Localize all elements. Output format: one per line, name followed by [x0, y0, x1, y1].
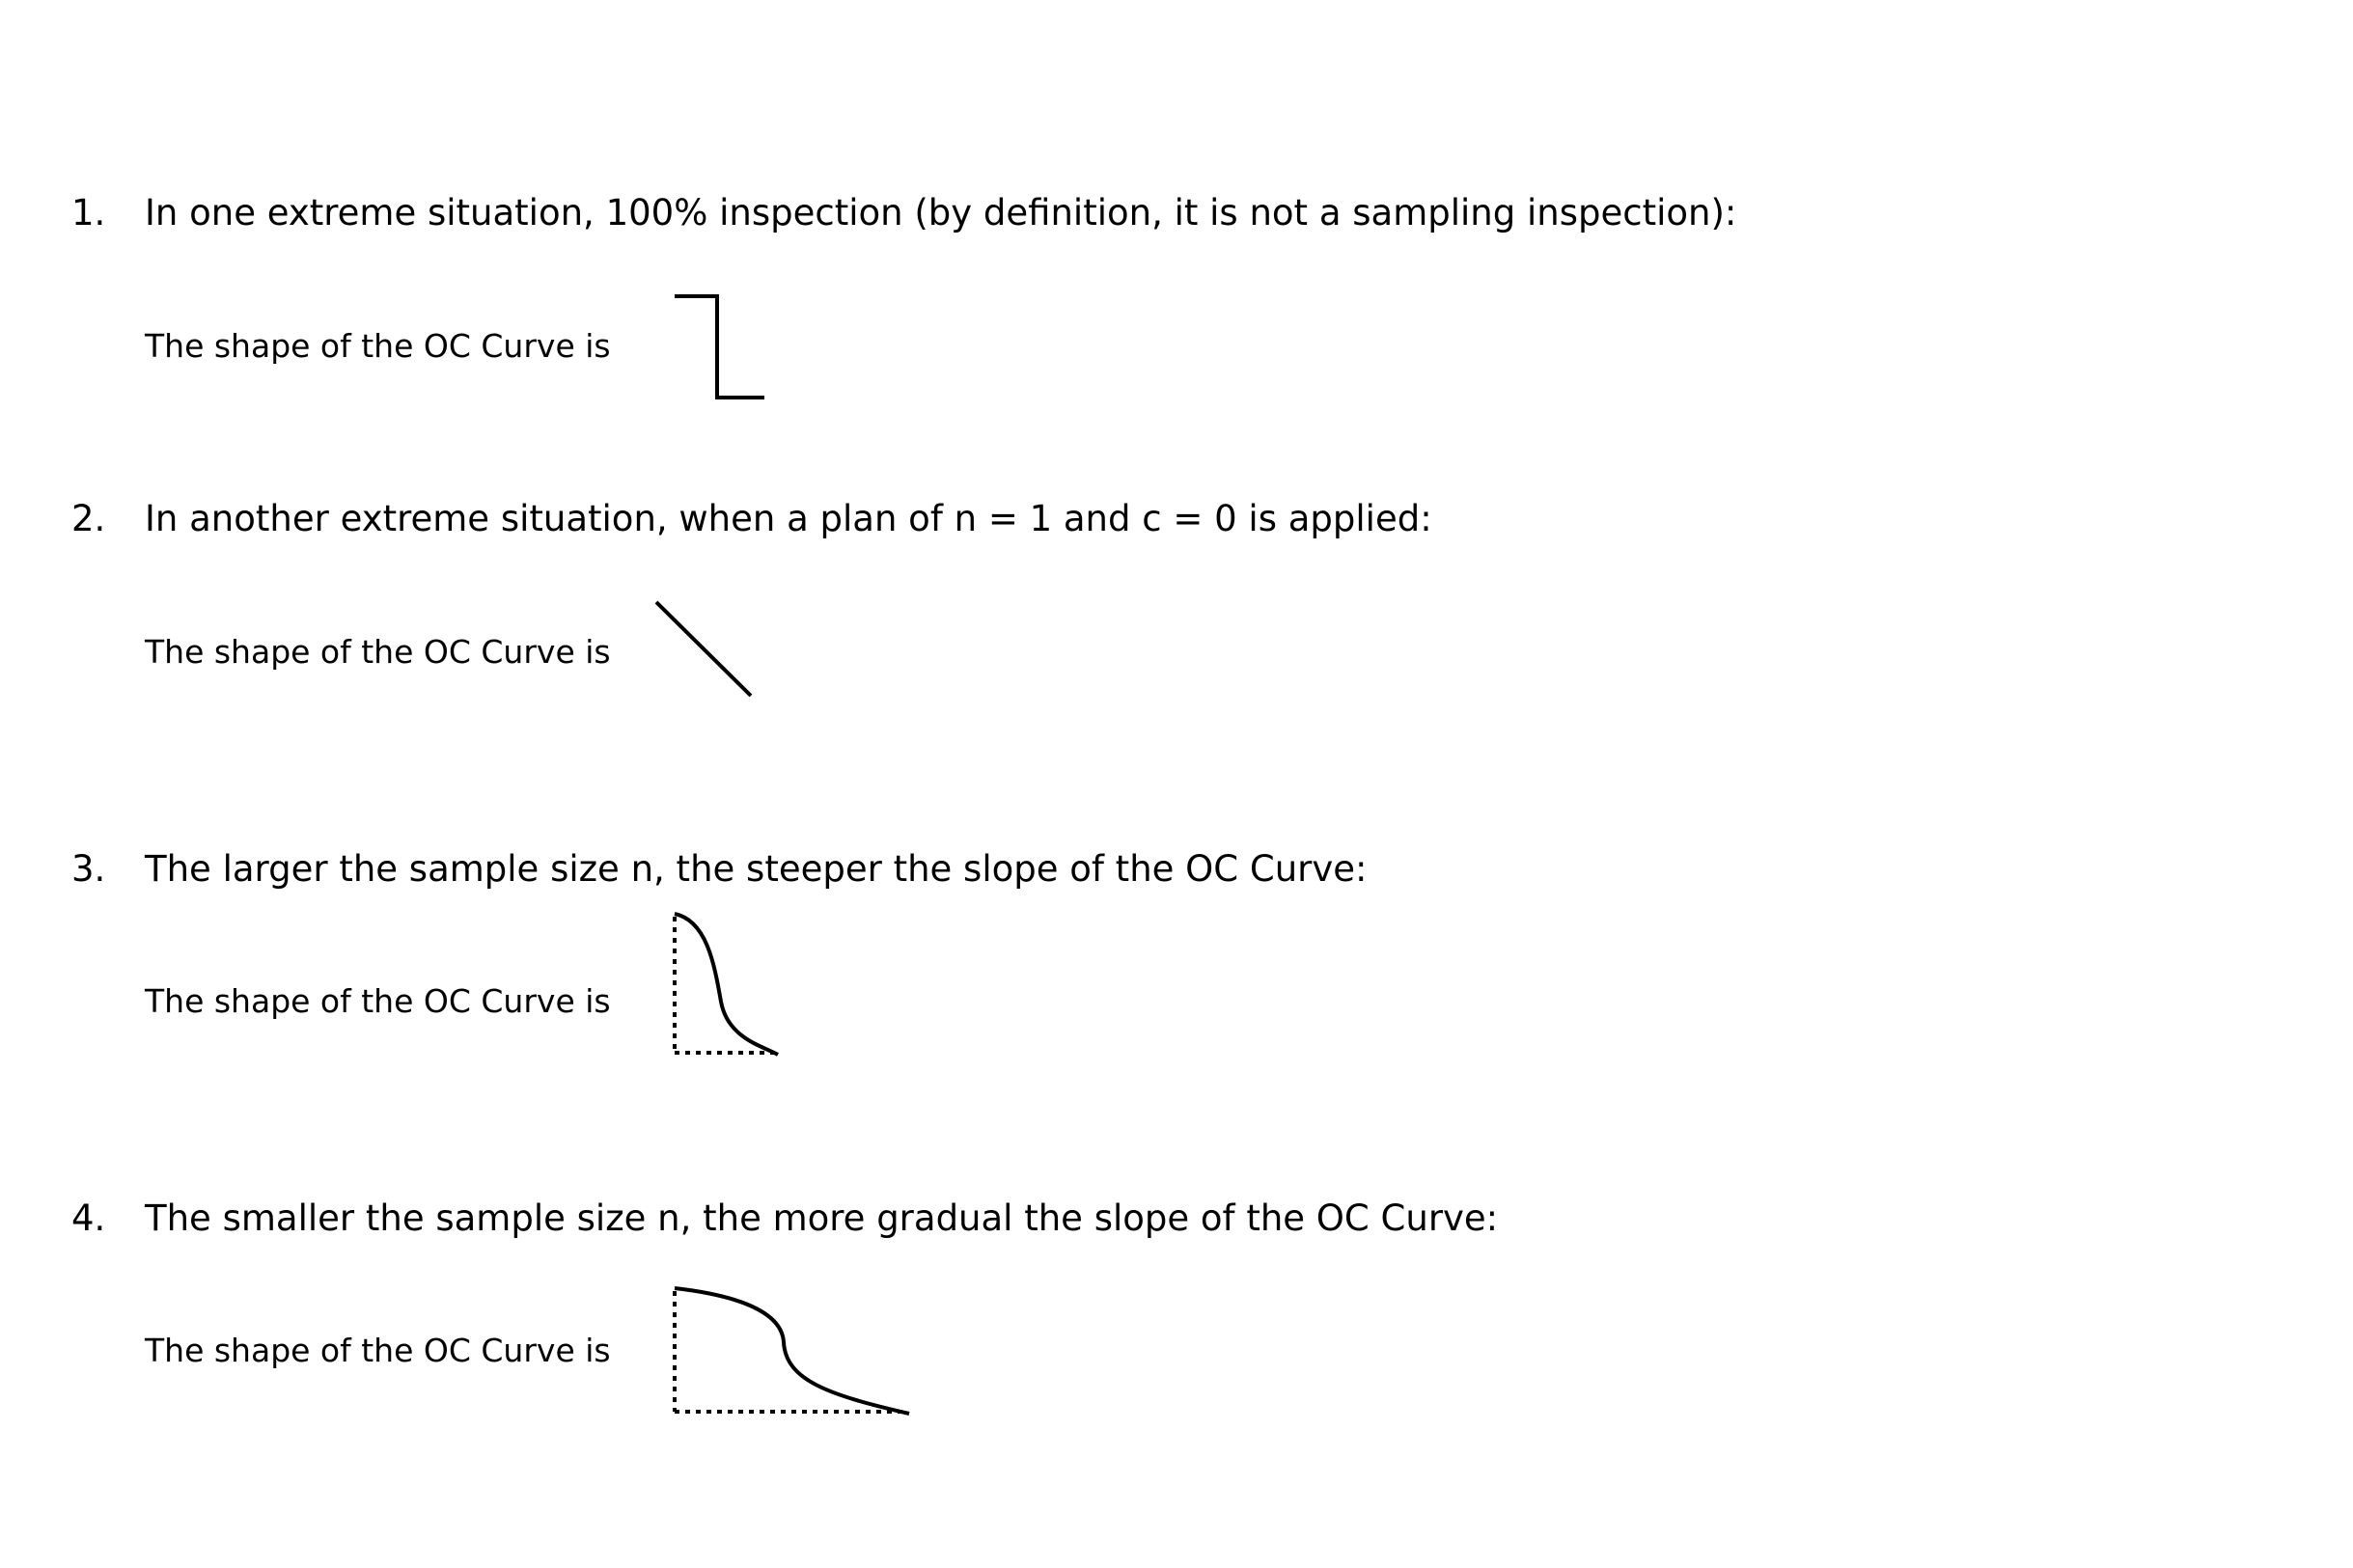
item-2-shape-label: The shape of the OC Curve is: [145, 633, 611, 671]
item-4-shape-label: The shape of the OC Curve is: [145, 1332, 611, 1369]
steep-s-curve-icon: [666, 905, 791, 1059]
item-2-heading: In another extreme situation, when a plan of n = 1 and c = 0 is applied:: [145, 498, 1432, 539]
item-1-number: 1.: [71, 192, 106, 234]
item-4-number: 4.: [71, 1197, 106, 1239]
item-4-heading: The smaller the sample size n, the more gradual the slope of the OC Curve:: [145, 1197, 1499, 1239]
item-1-heading: In one extreme situation, 100% inspection (by definition, it is not a sampling inspection):: [145, 192, 1737, 234]
gradual-s-curve-icon: [666, 1279, 917, 1419]
item-3-number: 3.: [71, 848, 106, 890]
item-1-shape-label: The shape of the OC Curve is: [145, 327, 611, 365]
item-3-heading: The larger the sample size n, the steeper the slope of the OC Curve:: [145, 848, 1368, 890]
item-2-number: 2.: [71, 498, 106, 539]
item-3-shape-label: The shape of the OC Curve is: [145, 982, 611, 1020]
step-curve-icon: [666, 288, 772, 403]
straight-line-curve-icon: [647, 593, 762, 704]
